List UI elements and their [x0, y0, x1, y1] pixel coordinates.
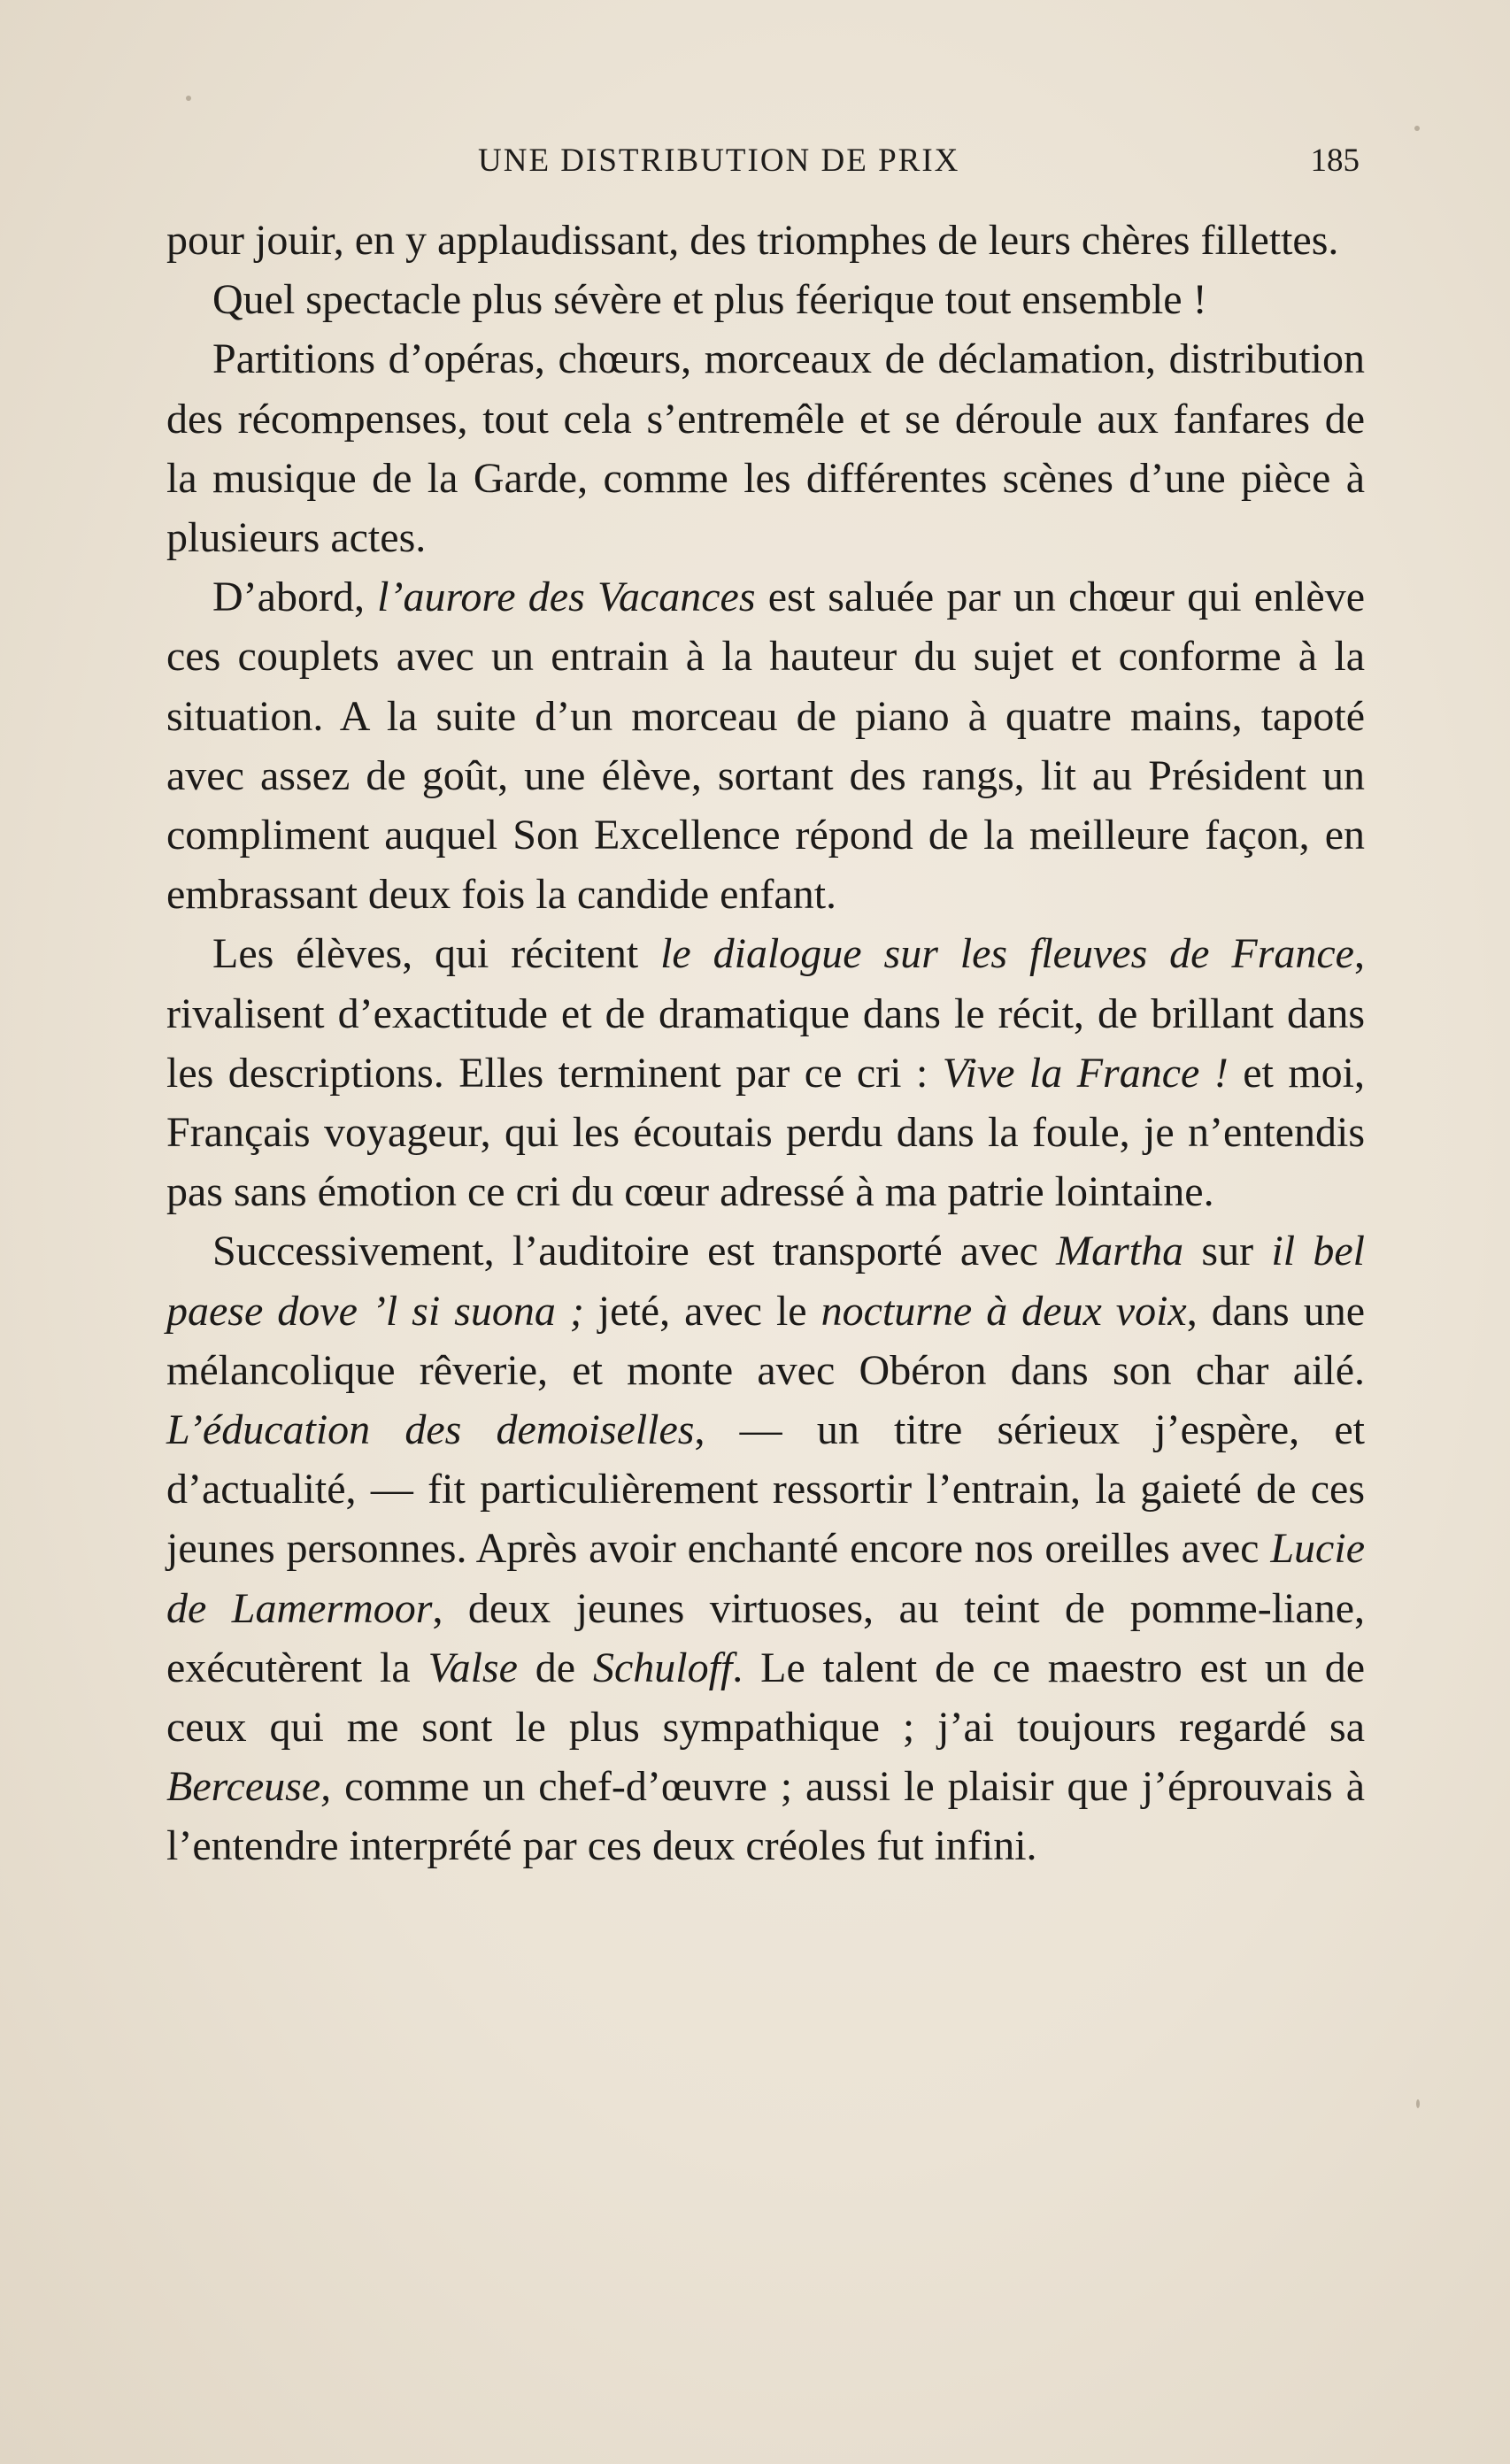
- italic-title: nocturne à deux voix: [820, 1287, 1187, 1335]
- paragraph: [166, 211, 1365, 270]
- paper-speck: [186, 96, 191, 101]
- italic-title: Vive la France !: [942, 1049, 1229, 1097]
- paragraph: [166, 1221, 1365, 1875]
- italic-title: L’éducation des demoiselles: [166, 1406, 695, 1454]
- italic-title: Valse: [428, 1644, 518, 1691]
- text-run: D’abord,: [212, 574, 378, 621]
- paragraph: [166, 924, 1365, 1221]
- italic-title: Berceuse,: [166, 1763, 332, 1811]
- text-run: , deux jeunes virtuoses, au teint de pomme-liane, exécutèrent la: [166, 1584, 1365, 1691]
- text-run: . Le talent de ce maestro est un de ceux qui me sont le plus sympathique ; j’ai toujours regardé sa: [166, 1644, 1365, 1752]
- text-run: de: [517, 1644, 593, 1691]
- text-run: comme un chef-d’œuvre ; aussi le plaisir que j’éprouvais à l’entendre interprété par ces deux créoles fut infini.: [166, 1763, 1365, 1870]
- text-run: pour jouir, en y applaudissant, des triomphes de leurs chères fillettes.: [166, 217, 1339, 264]
- italic-title: Schuloff: [592, 1644, 733, 1691]
- page-number: 185: [1310, 142, 1360, 179]
- italic-title: le dialogue sur les fleuves de France: [660, 930, 1354, 978]
- text-run: Les élèves, qui récitent: [212, 930, 661, 978]
- text-run: jeté, avec le: [583, 1287, 821, 1335]
- text-run: Partitions d’opéras, chœurs, morceaux de déclamation, distribution des récompenses, tout cela s’entremêle et se déroule aux fanfares de la musique de la Garde, comme les différentes scènes d’une pièce à plusieurs actes.: [166, 335, 1365, 562]
- page-header: [478, 142, 1360, 195]
- body-text: [166, 211, 1365, 1876]
- paragraph: [166, 567, 1365, 924]
- text-run: et moi, Français voyageur, qui les écoutais perdu dans la foule, je n’entendis pas sans émotion ce cri du cœur adressé à ma patrie lointaine.: [166, 1049, 1365, 1216]
- text-run: Quel spectacle plus sévère et plus féerique tout ensemble !: [212, 276, 1207, 324]
- text-run: Successivement, l’auditoire est transporté avec: [212, 1228, 1057, 1275]
- paragraph: [166, 329, 1365, 567]
- text-run: sur: [1183, 1228, 1272, 1275]
- text-run: , dans une mélancolique rêverie, et monte avec Obéron dans son char ailé.: [166, 1287, 1366, 1394]
- paper-speck: [1416, 2099, 1420, 2108]
- paper-speck: [1414, 126, 1420, 131]
- italic-title: l’aurore des Vacances: [377, 574, 756, 621]
- italic-title: Lucie de Lamermoor: [166, 1525, 1365, 1632]
- italic-title: Martha: [1056, 1228, 1184, 1275]
- italic-title: il bel paese dove ’l si suona ;: [166, 1228, 1365, 1335]
- text-run: , rivalisent d’exactitude et de dramatique dans le récit, de brillant dans les descriptions. Elles terminent par ce cri :: [166, 930, 1365, 1097]
- text-run: , — un titre sérieux j’espère, et d’actualité, — fit particulièrement ressortir l’entrain, la gaieté de ces jeunes personnes. Après avoir enchanté encore nos oreilles avec: [166, 1406, 1365, 1573]
- running-title: UNE DISTRIBUTION DE PRIX: [478, 142, 960, 179]
- text-run: est saluée par un chœur qui enlève ces couplets avec un entrain à la hauteur du sujet et conforme à la situation. A la suite d’un morceau de piano à quatre mains, tapoté avec assez de goût, une élève, sortant des rangs, lit au Président un compliment auquel Son Excellence répond de la meilleure façon, en embrassant deux fois la candide enfant.: [166, 574, 1366, 919]
- paragraph: [166, 270, 1365, 329]
